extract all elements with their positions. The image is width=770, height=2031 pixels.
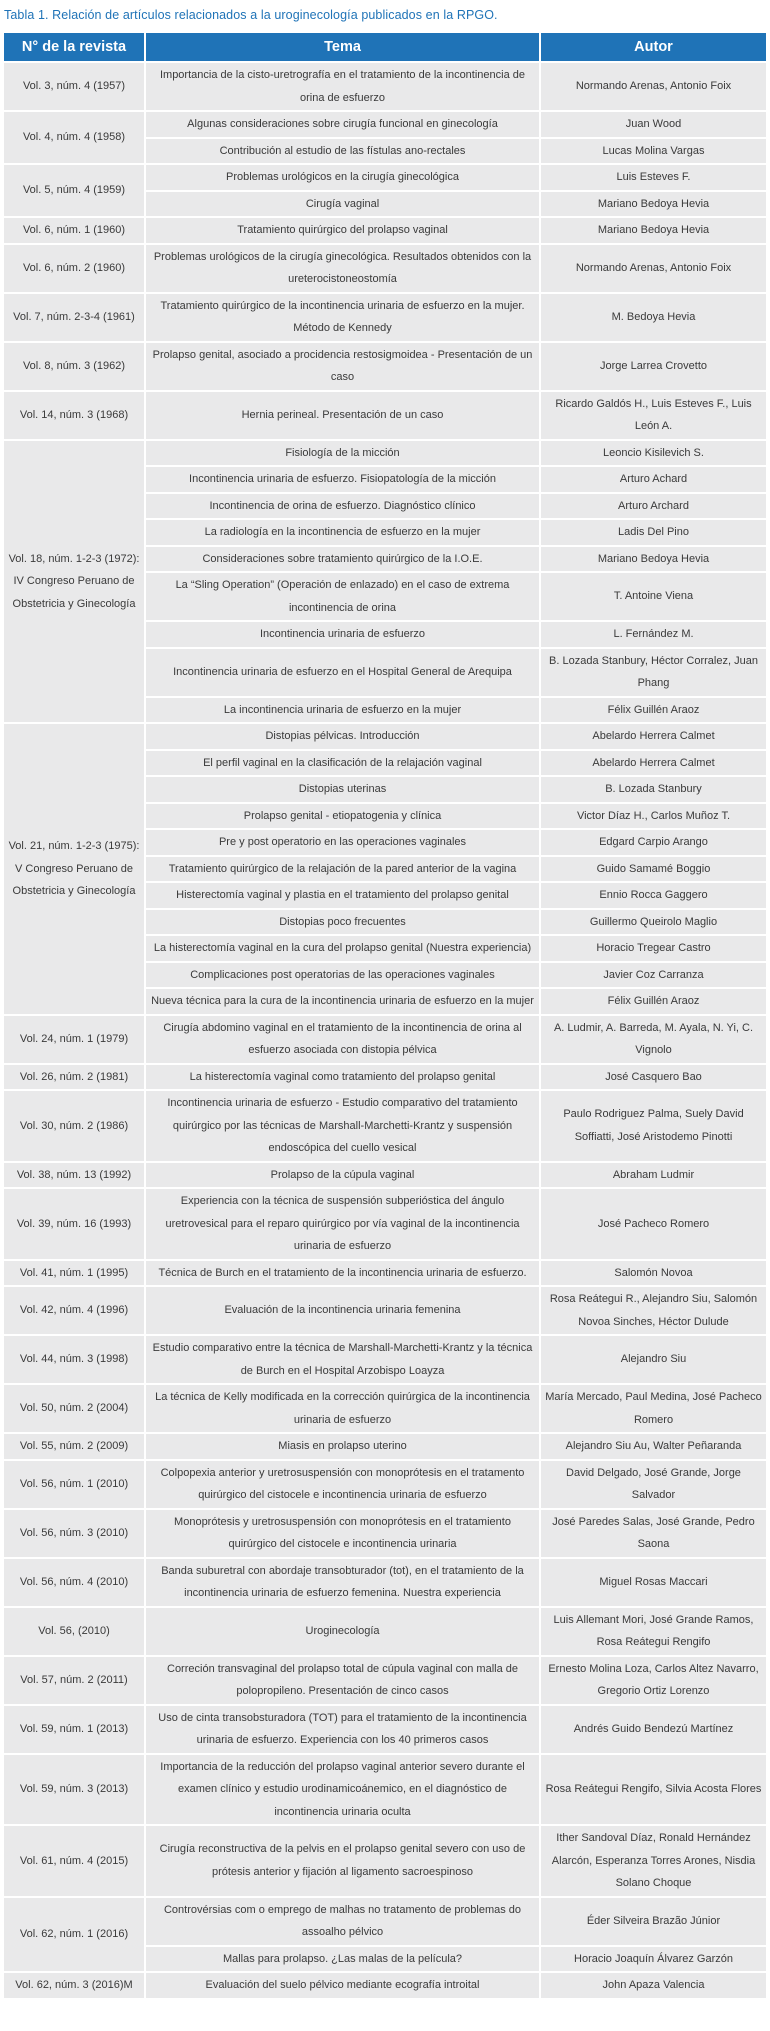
table-row bbox=[3, 111, 767, 138]
cell-autor: Éder Silveira Brazão Júnior bbox=[540, 1897, 767, 1946]
cell-revista: Vol. 56, núm. 1 (2010) bbox=[3, 1460, 145, 1509]
cell-revista: Vol. 21, núm. 1-2-3 (1975): V Congreso Peruano de Obstetricia y Ginecología bbox=[3, 723, 145, 1015]
cell-tema: Complicaciones post operatorias de las operaciones vaginales bbox=[145, 962, 540, 989]
cell-autor: B. Lozada Stanbury, Héctor Corralez, Juan Phang bbox=[540, 648, 767, 697]
cell-revista: Vol. 59, núm. 3 (2013) bbox=[3, 1754, 145, 1826]
table-row bbox=[3, 1656, 767, 1705]
table-row bbox=[3, 217, 767, 244]
cell-tema: Correción transvaginal del prolapso total de cúpula vaginal con malla de polopropileno. Presentación de cinco casos bbox=[145, 1656, 540, 1705]
cell-autor: A. Ludmir, A. Barreda, M. Ayala, N. Yi, C. Vignolo bbox=[540, 1015, 767, 1064]
cell-autor: John Apaza Valencia bbox=[540, 1972, 767, 1999]
cell-autor: José Casquero Bao bbox=[540, 1064, 767, 1091]
table-row bbox=[3, 1558, 767, 1607]
table-row bbox=[3, 1335, 767, 1384]
cell-revista: Vol. 62, núm. 3 (2016)M bbox=[3, 1972, 145, 1999]
cell-autor: Abelardo Herrera Calmet bbox=[540, 750, 767, 777]
cell-tema: Nueva técnica para la cura de la incontinencia urinaria de esfuerzo en la mujer bbox=[145, 988, 540, 1015]
cell-autor: Jorge Larrea Crovetto bbox=[540, 342, 767, 391]
cell-tema: Hernia perineal. Presentación de un caso bbox=[145, 391, 540, 440]
cell-tema: Controvérsias com o emprego de malhas no tratamento de problemas do assoalho pélvico bbox=[145, 1897, 540, 1946]
cell-tema: La “Sling Operation” (Operación de enlazado) en el caso de extrema incontinencia de orina bbox=[145, 572, 540, 621]
cell-tema: Uso de cinta transobsturadora (TOT) para el tratamiento de la incontinencia urinaria de esfuerzo. Experiencia con los 40 primeros casos bbox=[145, 1705, 540, 1754]
header-autor: Autor bbox=[540, 32, 767, 62]
cell-tema: Mallas para prolapso. ¿Las malas de la película? bbox=[145, 1946, 540, 1973]
cell-tema: Importancia de la cisto-uretrografía en el tratamiento de la incontinencia de orina de esfuerzo bbox=[145, 62, 540, 111]
cell-revista: Vol. 61, núm. 4 (2015) bbox=[3, 1825, 145, 1897]
cell-autor: María Mercado, Paul Medina, José Pacheco Romero bbox=[540, 1384, 767, 1433]
cell-tema: Prolapso genital - etiopatogenia y clínica bbox=[145, 803, 540, 830]
table-row bbox=[3, 1384, 767, 1433]
cell-tema: Monoprótesis y uretrosuspensión con monoprótesis en el tratamiento quirúrgico del cistocele e incontinencia urinaria bbox=[145, 1509, 540, 1558]
cell-tema: Cirugía reconstructiva de la pelvis en el prolapso genital severo con uso de prótesis anterior y fijación al ligamento sacroespinoso bbox=[145, 1825, 540, 1897]
cell-autor: Normando Arenas, Antonio Foix bbox=[540, 244, 767, 293]
table-row bbox=[3, 164, 767, 191]
cell-tema: Miasis en prolapso uterino bbox=[145, 1433, 540, 1460]
header-tema: Tema bbox=[145, 32, 540, 62]
cell-tema: Importancia de la reducción del prolapso vaginal anterior severo durante el examen clínico y estudio urodinamicoánemico, en el diagnóstico de incontinencia urinaria oculta bbox=[145, 1754, 540, 1826]
cell-revista: Vol. 56, núm. 3 (2010) bbox=[3, 1509, 145, 1558]
cell-autor: Félix Guillén Araoz bbox=[540, 988, 767, 1015]
cell-tema: Distopias pélvicas. Introducción bbox=[145, 723, 540, 750]
cell-autor: Ladis Del Pino bbox=[540, 519, 767, 546]
cell-autor: Leoncio Kisilevich S. bbox=[540, 440, 767, 467]
cell-autor: Rosa Reátegui Rengifo, Silvia Acosta Flores bbox=[540, 1754, 767, 1826]
cell-revista: Vol. 7, núm. 2-3-4 (1961) bbox=[3, 293, 145, 342]
cell-autor: Félix Guillén Araoz bbox=[540, 697, 767, 724]
cell-autor: Rosa Reátegui R., Alejandro Siu, Salomón Novoa Sinches, Héctor Dulude bbox=[540, 1286, 767, 1335]
cell-tema: Experiencia con la técnica de suspensión subperióstica del ángulo uretrovesical para el reparo quirúrgico por vía vaginal de la incontinencia urinaria de esfuerzo bbox=[145, 1188, 540, 1260]
cell-revista: Vol. 50, núm. 2 (2004) bbox=[3, 1384, 145, 1433]
cell-autor: José Pacheco Romero bbox=[540, 1188, 767, 1260]
cell-tema: La histerectomía vaginal como tratamiento del prolapso genital bbox=[145, 1064, 540, 1091]
table-caption: Tabla 1. Relación de artículos relacionados a la uroginecología publicados en la RPGO. bbox=[4, 8, 498, 22]
cell-revista: Vol. 3, núm. 4 (1957) bbox=[3, 62, 145, 111]
cell-autor: Ither Sandoval Díaz, Ronald Hernández Alarcón, Esperanza Torres Arones, Nisdia Solano Choque bbox=[540, 1825, 767, 1897]
cell-tema: Incontinencia urinaria de esfuerzo bbox=[145, 621, 540, 648]
cell-autor: Alejandro Siu Au, Walter Peñaranda bbox=[540, 1433, 767, 1460]
cell-tema: Incontinencia urinaria de esfuerzo - Estudio comparativo del tratamiento quirúrgico por las técnicas de Marshall-Marchetti-Krantz y suspensión endoscópica del cuello vesical bbox=[145, 1090, 540, 1162]
cell-autor: Luis Allemant Mori, José Grande Ramos, Rosa Reátegui Rengifo bbox=[540, 1607, 767, 1656]
cell-tema: Problemas urológicos de la cirugía ginecológica. Resultados obtenidos con la ureterocistoneostomía bbox=[145, 244, 540, 293]
cell-autor: Mariano Bedoya Hevia bbox=[540, 217, 767, 244]
cell-tema: Problemas urológicos en la cirugía ginecológica bbox=[145, 164, 540, 191]
table-row bbox=[3, 1064, 767, 1091]
cell-tema: El perfil vaginal en la clasificación de la relajación vaginal bbox=[145, 750, 540, 777]
cell-tema: Fisiología de la micción bbox=[145, 440, 540, 467]
cell-autor: Lucas Molina Vargas bbox=[540, 138, 767, 165]
cell-autor: José Paredes Salas, José Grande, Pedro Saona bbox=[540, 1509, 767, 1558]
cell-revista: Vol. 56, (2010) bbox=[3, 1607, 145, 1656]
cell-tema: Histerectomía vaginal y plastia en el tratamiento del prolapso genital bbox=[145, 882, 540, 909]
table-row bbox=[3, 1188, 767, 1260]
cell-autor: Guido Samamé Boggio bbox=[540, 856, 767, 883]
cell-tema: Algunas consideraciones sobre cirugía funcional en ginecología bbox=[145, 111, 540, 138]
cell-tema: Evaluación de la incontinencia urinaria femenina bbox=[145, 1286, 540, 1335]
cell-autor: Javier Coz Carranza bbox=[540, 962, 767, 989]
cell-autor: M. Bedoya Hevia bbox=[540, 293, 767, 342]
cell-revista: Vol. 56, núm. 4 (2010) bbox=[3, 1558, 145, 1607]
table-row bbox=[3, 1460, 767, 1509]
table-row bbox=[3, 1015, 767, 1064]
cell-revista: Vol. 5, núm. 4 (1959) bbox=[3, 164, 145, 217]
table-header-row bbox=[3, 32, 767, 62]
cell-revista: Vol. 30, núm. 2 (1986) bbox=[3, 1090, 145, 1162]
cell-autor: Abraham Ludmir bbox=[540, 1162, 767, 1189]
table-body bbox=[3, 62, 767, 1999]
cell-tema: Tratamiento quirúrgico de la relajación de la pared anterior de la vagina bbox=[145, 856, 540, 883]
table-row bbox=[3, 1754, 767, 1826]
cell-revista: Vol. 55, núm. 2 (2009) bbox=[3, 1433, 145, 1460]
table-row bbox=[3, 244, 767, 293]
cell-tema: Contribución al estudio de las fístulas ano-rectales bbox=[145, 138, 540, 165]
cell-tema: Prolapso de la cúpula vaginal bbox=[145, 1162, 540, 1189]
cell-autor: L. Fernández M. bbox=[540, 621, 767, 648]
table-row bbox=[3, 1433, 767, 1460]
cell-tema: Consideraciones sobre tratamiento quirúrgico de la I.O.E. bbox=[145, 546, 540, 573]
table-row bbox=[3, 1260, 767, 1287]
cell-tema: Técnica de Burch en el tratamiento de la incontinencia urinaria de esfuerzo. bbox=[145, 1260, 540, 1287]
cell-revista: Vol. 6, núm. 1 (1960) bbox=[3, 217, 145, 244]
cell-autor: Arturo Archard bbox=[540, 493, 767, 520]
table-row bbox=[3, 1286, 767, 1335]
cell-tema: La incontinencia urinaria de esfuerzo en la mujer bbox=[145, 697, 540, 724]
cell-autor: Alejandro Siu bbox=[540, 1335, 767, 1384]
cell-autor: Ernesto Molina Loza, Carlos Altez Navarro, Gregorio Ortiz Lorenzo bbox=[540, 1656, 767, 1705]
cell-autor: Guillermo Queirolo Maglio bbox=[540, 909, 767, 936]
cell-autor: Andrés Guido Bendezú Martínez bbox=[540, 1705, 767, 1754]
table-row bbox=[3, 1705, 767, 1754]
cell-autor: Normando Arenas, Antonio Foix bbox=[540, 62, 767, 111]
articles-table bbox=[2, 31, 768, 2000]
cell-tema: Incontinencia urinaria de esfuerzo en el Hospital General de Arequipa bbox=[145, 648, 540, 697]
cell-revista: Vol. 41, núm. 1 (1995) bbox=[3, 1260, 145, 1287]
cell-revista: Vol. 57, núm. 2 (2011) bbox=[3, 1656, 145, 1705]
cell-revista: Vol. 44, núm. 3 (1998) bbox=[3, 1335, 145, 1384]
cell-autor: Ricardo Galdós H., Luis Esteves F., Luis León A. bbox=[540, 391, 767, 440]
table-row bbox=[3, 293, 767, 342]
table-row bbox=[3, 1897, 767, 1946]
cell-tema: Evaluación del suelo pélvico mediante ecografía introital bbox=[145, 1972, 540, 1999]
cell-tema: Distopias poco frecuentes bbox=[145, 909, 540, 936]
table-row bbox=[3, 391, 767, 440]
table-row bbox=[3, 1162, 767, 1189]
cell-tema: Colpopexia anterior y uretrosuspensión con monoprótesis en el tratamento quirúrgico del cistocele e incontinencia urinaria de esfuerzo bbox=[145, 1460, 540, 1509]
table-row bbox=[3, 62, 767, 111]
cell-autor: Horacio Joaquín Álvarez Garzón bbox=[540, 1946, 767, 1973]
cell-autor: Edgard Carpio Arango bbox=[540, 829, 767, 856]
cell-autor: Juan Wood bbox=[540, 111, 767, 138]
cell-tema: Tratamiento quirúrgico de la incontinencia urinaria de esfuerzo en la mujer. Método de Kennedy bbox=[145, 293, 540, 342]
cell-autor: Abelardo Herrera Calmet bbox=[540, 723, 767, 750]
cell-autor: Paulo Rodriguez Palma, Suely David Soffiatti, José Aristodemo Pinotti bbox=[540, 1090, 767, 1162]
cell-autor: Miguel Rosas Maccari bbox=[540, 1558, 767, 1607]
table-row bbox=[3, 1825, 767, 1897]
cell-tema: Incontinencia urinaria de esfuerzo. Fisiopatología de la micción bbox=[145, 466, 540, 493]
cell-tema: La radiología en la incontinencia de esfuerzo en la mujer bbox=[145, 519, 540, 546]
cell-tema: Prolapso genital, asociado a procidencia restosigmoidea - Presentación de un caso bbox=[145, 342, 540, 391]
cell-autor: Horacio Tregear Castro bbox=[540, 935, 767, 962]
cell-autor: Luis Esteves F. bbox=[540, 164, 767, 191]
table-row bbox=[3, 1607, 767, 1656]
cell-tema: Distopias uterinas bbox=[145, 776, 540, 803]
cell-tema: Incontinencia de orina de esfuerzo. Diagnóstico clínico bbox=[145, 493, 540, 520]
cell-revista: Vol. 59, núm. 1 (2013) bbox=[3, 1705, 145, 1754]
cell-revista: Vol. 62, núm. 1 (2016) bbox=[3, 1897, 145, 1973]
table-row bbox=[3, 1090, 767, 1162]
cell-tema: Cirugía abdomino vaginal en el tratamiento de la incontinencia de orina al esfuerzo asociada con distopia pélvica bbox=[145, 1015, 540, 1064]
table-row bbox=[3, 342, 767, 391]
cell-tema: Pre y post operatorio en las operaciones vaginales bbox=[145, 829, 540, 856]
cell-tema: Tratamiento quirúrgico del prolapso vaginal bbox=[145, 217, 540, 244]
table-row bbox=[3, 1972, 767, 1999]
cell-autor: David Delgado, José Grande, Jorge Salvador bbox=[540, 1460, 767, 1509]
cell-revista: Vol. 4, núm. 4 (1958) bbox=[3, 111, 145, 164]
cell-revista: Vol. 14, núm. 3 (1968) bbox=[3, 391, 145, 440]
cell-revista: Vol. 18, núm. 1-2-3 (1972): IV Congreso Peruano de Obstetricia y Ginecología bbox=[3, 440, 145, 724]
cell-autor: B. Lozada Stanbury bbox=[540, 776, 767, 803]
cell-revista: Vol. 24, núm. 1 (1979) bbox=[3, 1015, 145, 1064]
cell-tema: Cirugía vaginal bbox=[145, 191, 540, 218]
cell-revista: Vol. 39, núm. 16 (1993) bbox=[3, 1188, 145, 1260]
cell-autor: Mariano Bedoya Hevia bbox=[540, 546, 767, 573]
cell-revista: Vol. 26, núm. 2 (1981) bbox=[3, 1064, 145, 1091]
table-row bbox=[3, 723, 767, 750]
header-revista: N° de la revista bbox=[3, 32, 145, 62]
cell-autor: Mariano Bedoya Hevia bbox=[540, 191, 767, 218]
cell-tema: La histerectomía vaginal en la cura del prolapso genital (Nuestra experiencia) bbox=[145, 935, 540, 962]
cell-revista: Vol. 42, núm. 4 (1996) bbox=[3, 1286, 145, 1335]
cell-tema: Uroginecología bbox=[145, 1607, 540, 1656]
cell-autor: Salomón Novoa bbox=[540, 1260, 767, 1287]
cell-revista: Vol. 8, núm. 3 (1962) bbox=[3, 342, 145, 391]
table-row bbox=[3, 1509, 767, 1558]
table-row bbox=[3, 440, 767, 467]
cell-autor: T. Antoine Viena bbox=[540, 572, 767, 621]
cell-autor: Arturo Achard bbox=[540, 466, 767, 493]
cell-revista: Vol. 38, núm. 13 (1992) bbox=[3, 1162, 145, 1189]
cell-tema: Banda suburetral con abordaje transobturador (tot), en el tratamiento de la incontinencia urinaria de esfuerzo femenina. Nuestra experiencia bbox=[145, 1558, 540, 1607]
cell-revista: Vol. 6, núm. 2 (1960) bbox=[3, 244, 145, 293]
cell-autor: Ennio Rocca Gaggero bbox=[540, 882, 767, 909]
cell-autor: Victor Díaz H., Carlos Muñoz T. bbox=[540, 803, 767, 830]
cell-tema: La técnica de Kelly modificada en la corrección quirúrgica de la incontinencia urinaria de esfuerzo bbox=[145, 1384, 540, 1433]
cell-tema: Estudio comparativo entre la técnica de Marshall-Marchetti-Krantz y la técnica de Burch en el Hospital Arzobispo Loayza bbox=[145, 1335, 540, 1384]
